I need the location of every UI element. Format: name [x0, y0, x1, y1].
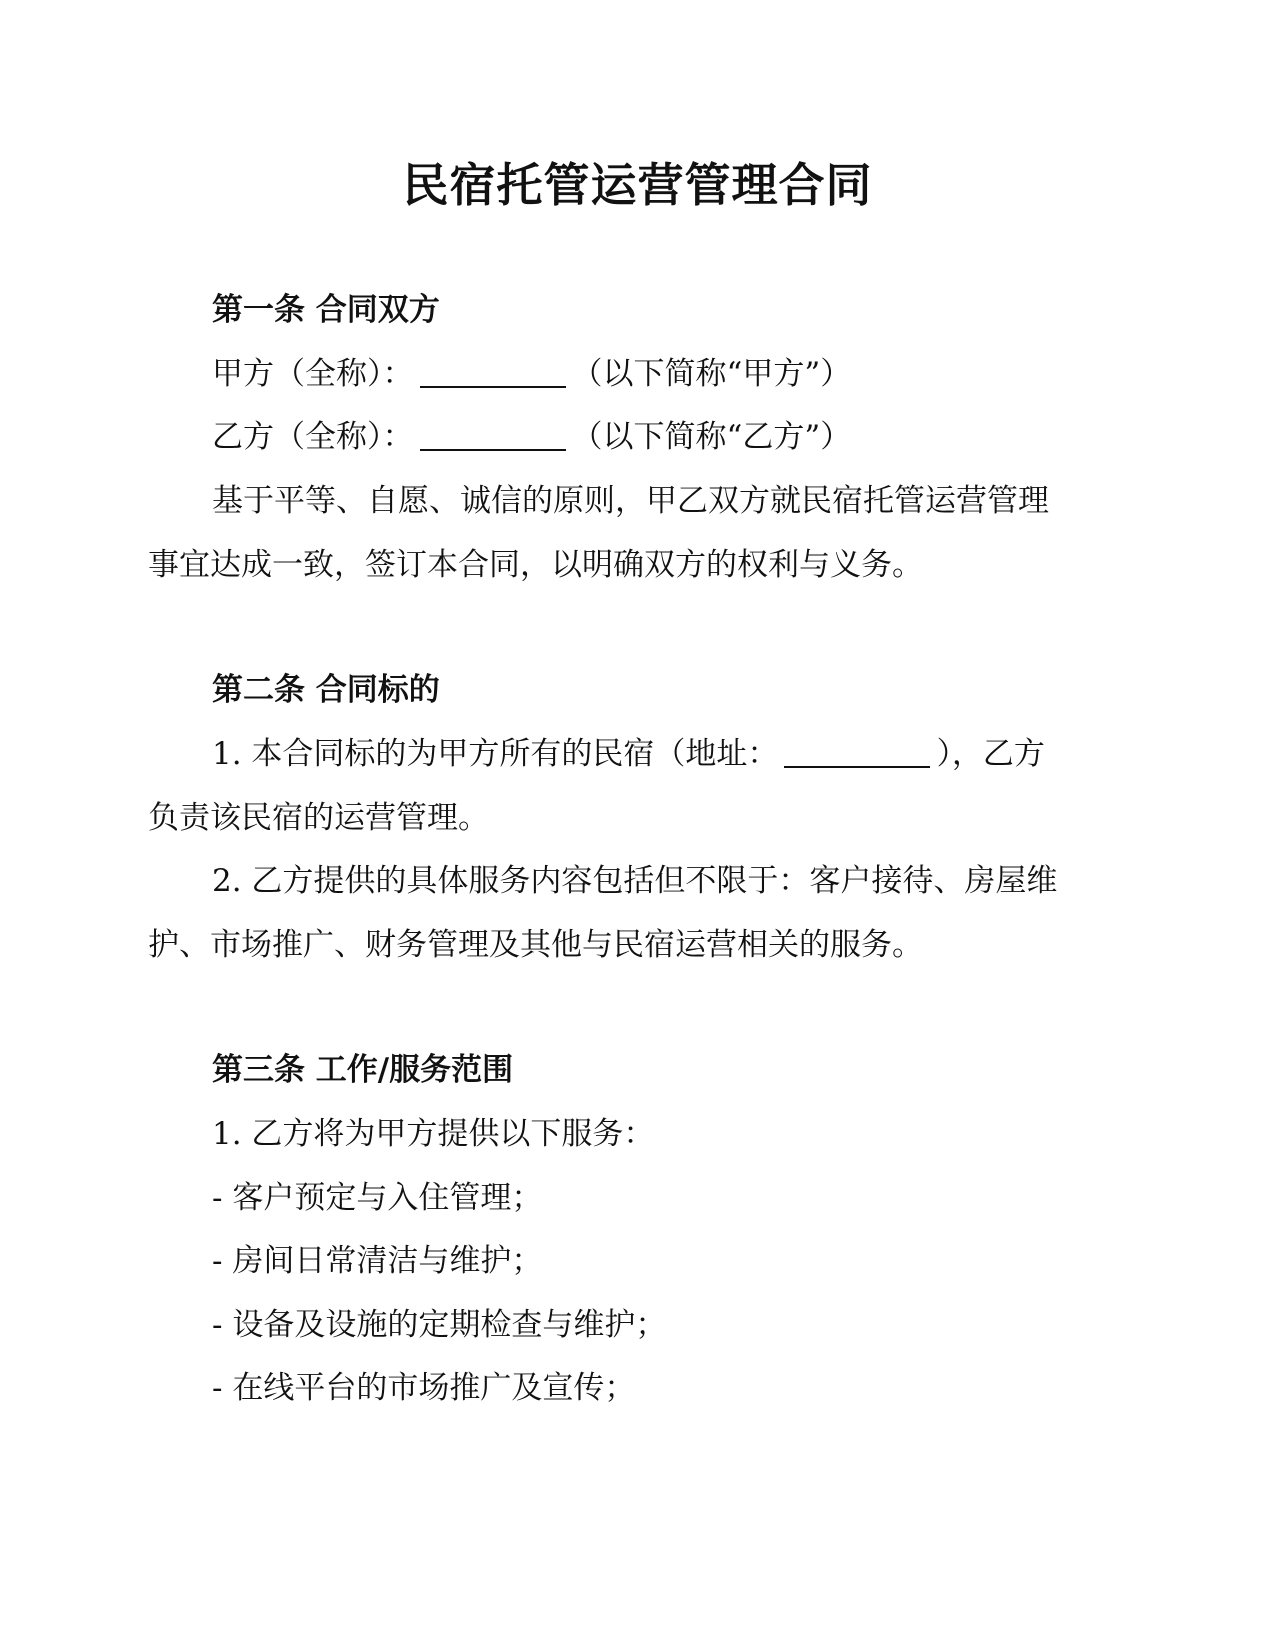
article-2-item-1-line-2: 负责该民宿的运营管理。: [148, 800, 489, 836]
party-a-prefix: 甲方（全称）：: [212, 356, 414, 392]
article-2-item-1-line-1: [212, 730, 1045, 778]
service-list-item: - 客户预定与入住管理；: [212, 1180, 543, 1216]
article-2-item-1-suffix: ），乙方: [936, 736, 1045, 772]
address-blank: [784, 734, 930, 768]
service-list-item: - 在线平台的市场推广及宣传；: [212, 1370, 636, 1406]
document-title: 民宿托管运营管理合同: [402, 158, 873, 212]
article-2-heading: 第二条 合同标的: [212, 672, 440, 708]
service-list-item: - 设备及设施的定期检查与维护；: [212, 1307, 667, 1343]
party-a-suffix: （以下简称“甲方”）: [571, 356, 852, 392]
article-2-item-2-line-2: 护、市场推广、财务管理及其他与民宿运营相关的服务。: [148, 927, 923, 963]
party-b-line: [212, 413, 851, 461]
party-a-name-blank: [420, 354, 566, 388]
article-3-heading: 第三条 工作/服务范围: [212, 1052, 514, 1088]
intro-paragraph-line-1: 基于平等、自愿、诚信的原则，甲乙双方就民宿托管运营管理: [212, 483, 1049, 519]
article-3-item-1: 1. 乙方将为甲方提供以下服务：: [212, 1116, 655, 1152]
party-b-name-blank: [420, 417, 566, 451]
intro-paragraph-line-2: 事宜达成一致，签订本合同，以明确双方的权利与义务。: [148, 547, 923, 583]
party-b-suffix: （以下简称“乙方”）: [571, 419, 852, 455]
article-2-item-2-line-1: 2. 乙方提供的具体服务内容包括但不限于：客户接待、房屋维: [212, 863, 1058, 899]
article-1-heading: 第一条 合同双方: [212, 292, 440, 328]
article-2-item-1-prefix: 1. 本合同标的为甲方所有的民宿（地址：: [212, 736, 779, 772]
party-a-line: [212, 350, 851, 398]
service-list-item: - 房间日常清洁与维护；: [212, 1243, 543, 1279]
party-b-prefix: 乙方（全称）：: [212, 419, 414, 455]
